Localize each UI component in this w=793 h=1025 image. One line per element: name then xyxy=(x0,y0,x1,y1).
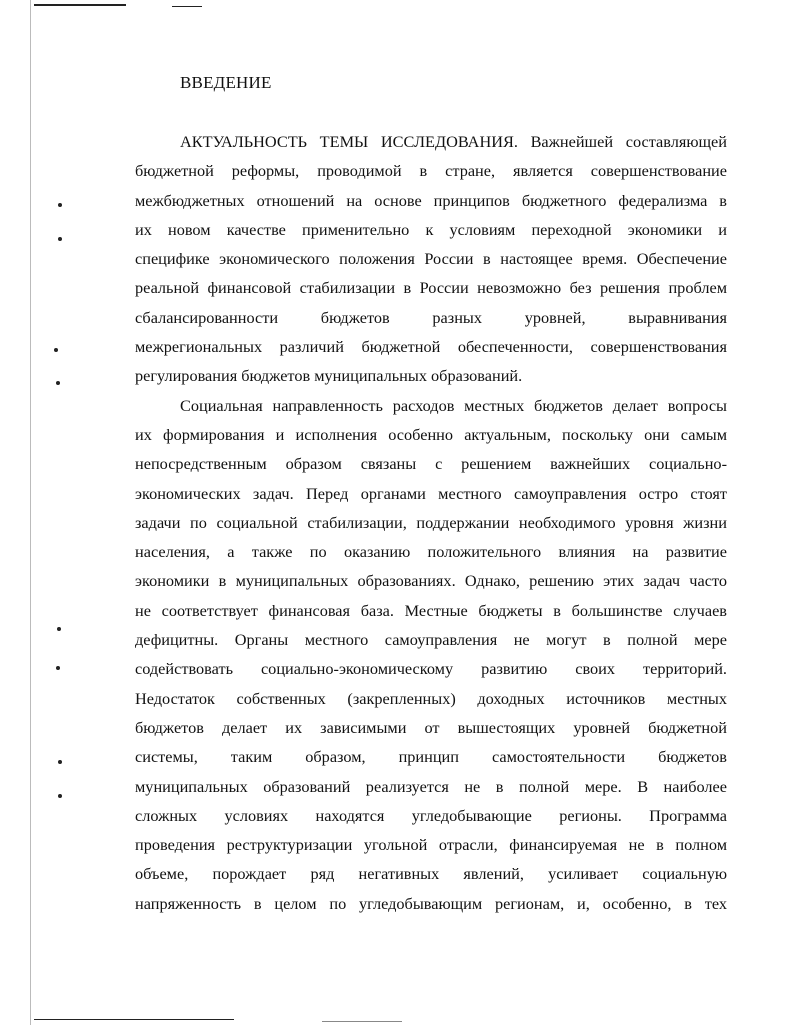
text-line: АКТУАЛЬНОСТЬ ТЕМЫ ИССЛЕДОВАНИЯ. Важнейшей составляющей xyxy=(180,132,727,151)
text-line: реальной финансовой стабилизации в России невозможно без решения проблем xyxy=(135,278,727,298)
text-line: населения, а также по оказанию положительного влияния на развитие xyxy=(135,542,727,562)
text-line: не соответствует финансовая база. Местные бюджеты в большинстве случаев xyxy=(135,600,727,620)
text-line: системы, таким образом, принцип самостоятельности бюджетов xyxy=(135,747,727,767)
text-line: Недостаток собственных (закрепленных) доходных источников местных xyxy=(135,688,727,708)
text-line: непосредственным образом связаны с решением важнейших социально- xyxy=(135,454,727,474)
punch-hole-mark xyxy=(58,237,62,241)
text-line: объеме, порождает ряд негативных явлений, усиливает социальную xyxy=(135,864,727,884)
text-line: регулирования бюджетов муниципальных образований. xyxy=(135,366,523,386)
body-text xyxy=(135,127,727,918)
text-line: их новом качестве применительно к условиям переходной экономики и xyxy=(135,219,727,239)
text-line: экономики в муниципальных образованиях. Однако, решению этих задач часто xyxy=(135,571,727,591)
section-heading: ВВЕДЕНИЕ xyxy=(180,73,272,92)
text-line: сбалансированности бюджетов разных уровней, выравнивания xyxy=(135,307,727,327)
punch-hole-mark xyxy=(58,203,62,207)
punch-hole-mark xyxy=(58,760,62,764)
scan-artifact-top-mid xyxy=(172,6,202,7)
text-line: межрегиональных различий бюджетной обеспеченности, совершенствования xyxy=(135,337,727,357)
punch-hole-mark xyxy=(57,627,61,631)
text-line: межбюджетных отношений на основе принципов бюджетного федерализма в xyxy=(135,190,727,210)
scan-artifact-top-left xyxy=(34,4,126,6)
text-line: напряженность в целом по угледобывающим регионам, и, особенно, в тех xyxy=(135,893,727,913)
punch-hole-mark xyxy=(56,381,60,385)
punch-hole-mark xyxy=(58,794,62,798)
text-line: экономических задач. Перед органами местного самоуправления остро стоят xyxy=(135,483,727,503)
scan-artifact-bottom-left xyxy=(34,1019,234,1020)
text-line: содействовать социально-экономическому развитию своих территорий. xyxy=(135,659,727,679)
punch-hole-mark xyxy=(56,666,60,670)
text-line: их формирования и исполнения особенно актуальным, поскольку они самым xyxy=(135,424,727,444)
text-line: проведения реструктуризации угольной отрасли, финансируемая не в полном xyxy=(135,835,727,855)
text-line: Социальная направленность расходов местных бюджетов делает вопросы xyxy=(180,395,727,415)
text-line: бюджетов делает их зависимыми от вышестоящих уровней бюджетной xyxy=(135,717,727,737)
punch-hole-mark xyxy=(54,348,58,352)
text-line: специфике экономического положения России в настоящее время. Обеспечение xyxy=(135,249,727,269)
text-line: бюджетной реформы, проводимой в стране, является совершенствование xyxy=(135,161,727,181)
text-line: муниципальных образований реализуется не в полной мере. В наиболее xyxy=(135,776,727,796)
text-line: дефицитны. Органы местного самоуправления не могут в полной мере xyxy=(135,630,727,650)
text-line: задачи по социальной стабилизации, поддержании необходимого уровня жизни xyxy=(135,512,727,532)
scan-artifact-left-edge xyxy=(30,0,31,1025)
scan-artifact-bottom-mid xyxy=(322,1021,402,1022)
text-line: сложных условиях находятся угледобывающие регионы. Программа xyxy=(135,805,727,825)
